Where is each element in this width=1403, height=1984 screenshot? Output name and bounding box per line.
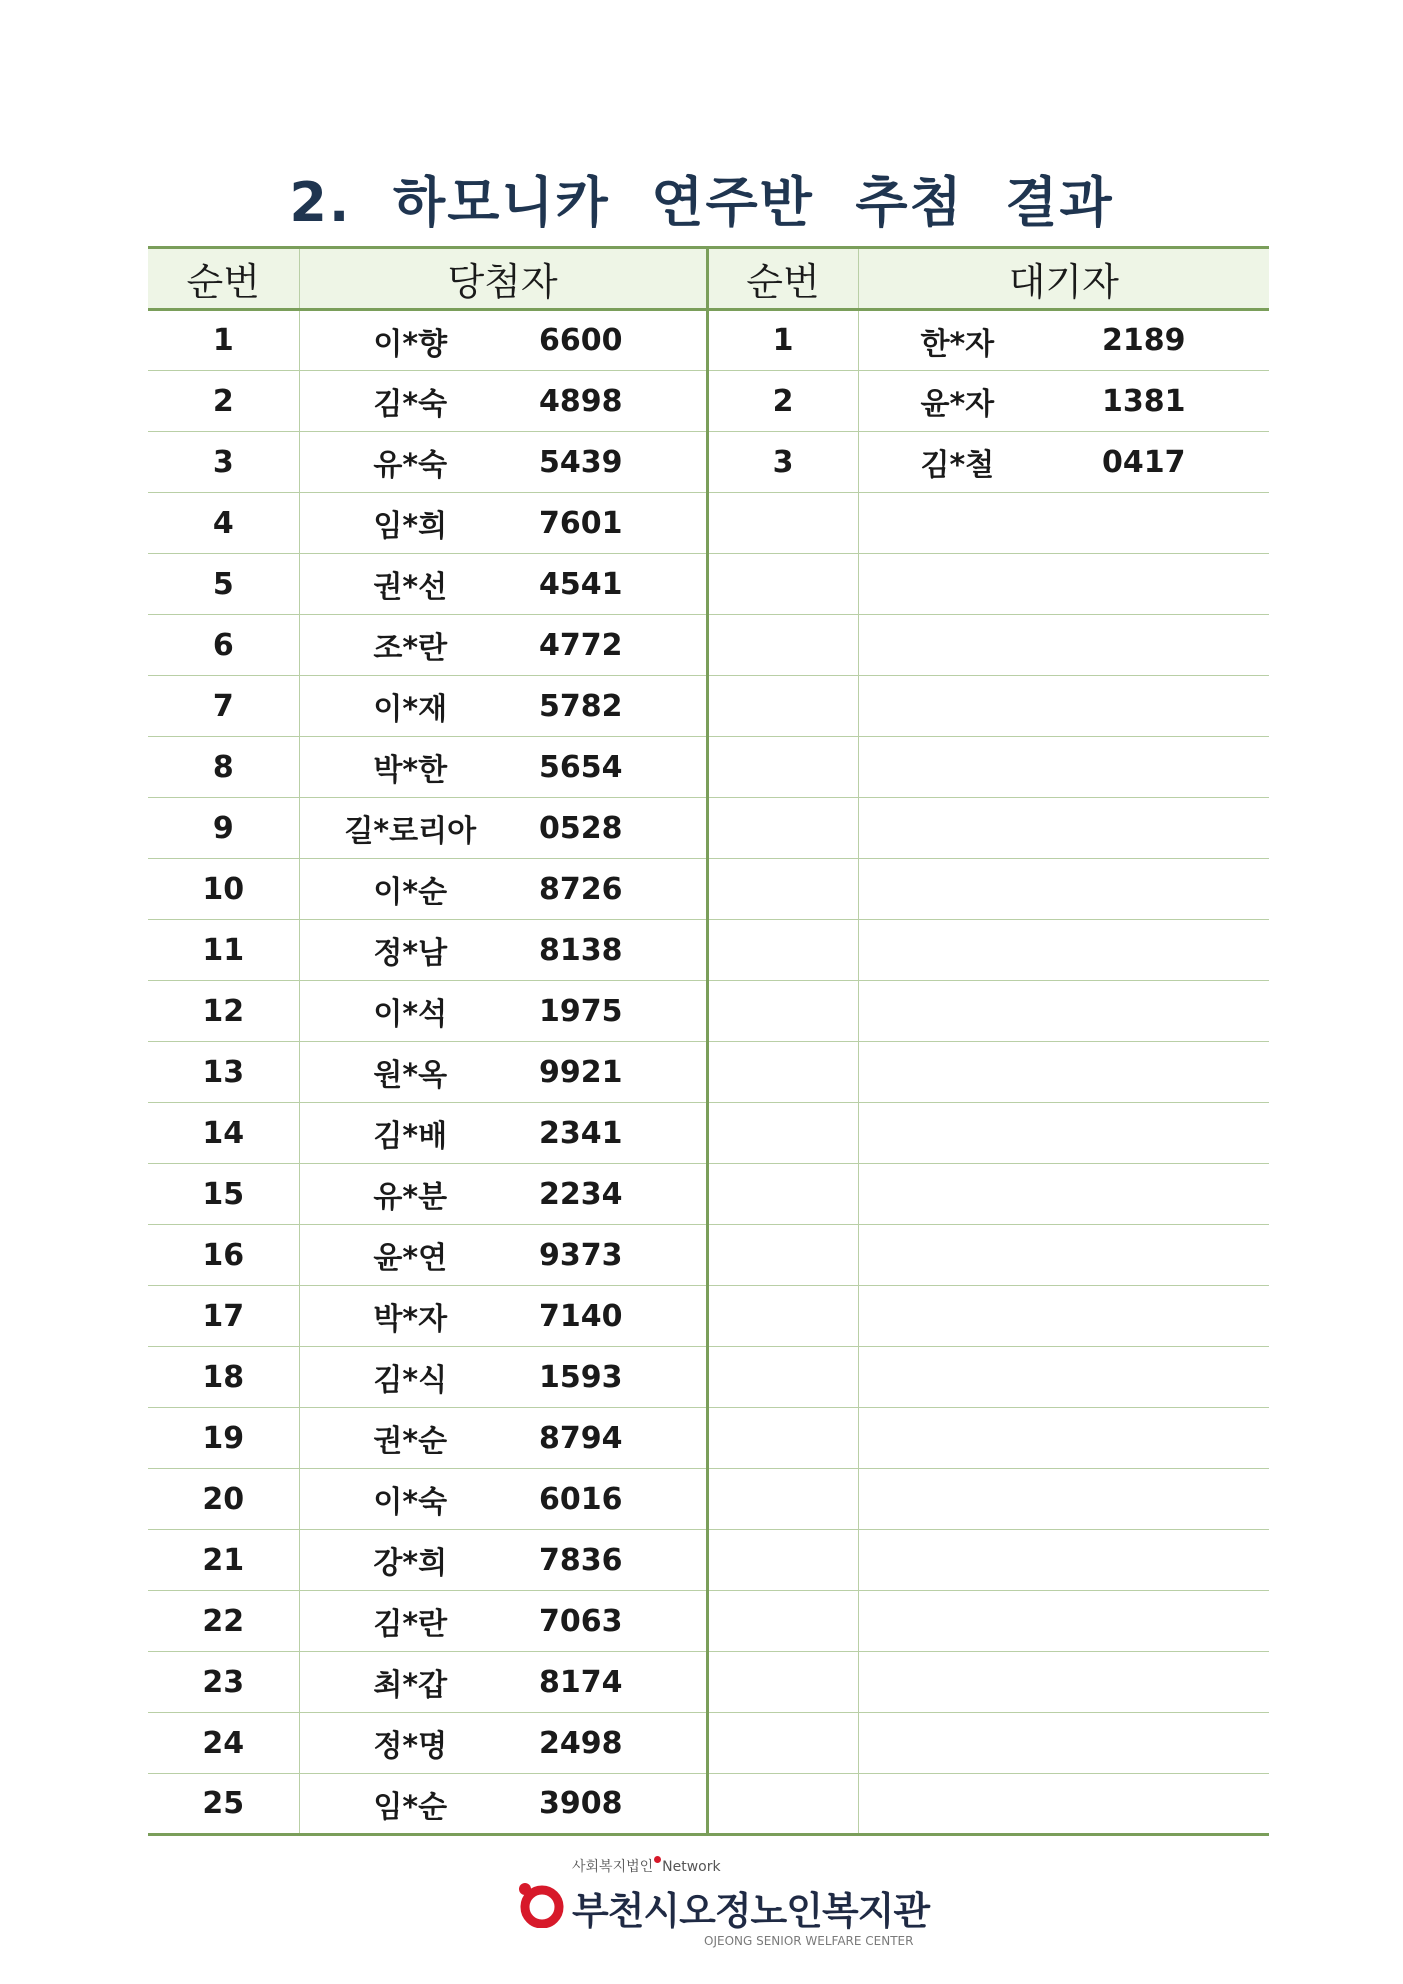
winner-no: 21 xyxy=(148,1530,299,1591)
winner-code: 2341 xyxy=(531,1103,707,1164)
winner-code: 7601 xyxy=(531,493,707,554)
winner-no: 9 xyxy=(148,798,299,859)
winner-code: 5654 xyxy=(531,737,707,798)
waitlist-code xyxy=(1098,1469,1269,1530)
table-row xyxy=(148,554,1269,615)
waitlist-no xyxy=(707,1286,858,1347)
waitlist-code xyxy=(1098,798,1269,859)
waitlist-code xyxy=(1098,1713,1269,1774)
table-row xyxy=(148,859,1269,920)
winner-code: 4541 xyxy=(531,554,707,615)
winner-code: 1593 xyxy=(531,1347,707,1408)
header-waitlist-no: 순번 xyxy=(707,248,858,310)
winner-name: 박*자 xyxy=(299,1286,531,1347)
winner-no: 7 xyxy=(148,676,299,737)
waitlist-code xyxy=(1098,981,1269,1042)
header-winner-no: 순번 xyxy=(148,248,299,310)
waitlist-no xyxy=(707,554,858,615)
waitlist-no xyxy=(707,1591,858,1652)
logo-sub-right: Network xyxy=(662,1859,721,1875)
winner-name: 원*옥 xyxy=(299,1042,531,1103)
winner-code: 8794 xyxy=(531,1408,707,1469)
waitlist-code: 0417 xyxy=(1098,432,1269,493)
winner-no: 10 xyxy=(148,859,299,920)
waitlist-name xyxy=(858,920,1098,981)
waitlist-no xyxy=(707,1408,858,1469)
waitlist-code xyxy=(1098,493,1269,554)
waitlist-no xyxy=(707,676,858,737)
table-body xyxy=(148,310,1269,1835)
winner-no: 8 xyxy=(148,737,299,798)
waitlist-name xyxy=(858,1469,1098,1530)
header-winner: 당첨자 xyxy=(299,248,707,310)
winner-name: 권*순 xyxy=(299,1408,531,1469)
waitlist-name: 김*철 xyxy=(858,432,1098,493)
logo-sub-left: 사회복지법인 xyxy=(572,1859,654,1875)
waitlist-no xyxy=(707,737,858,798)
winner-name: 이*숙 xyxy=(299,1469,531,1530)
winner-code: 7063 xyxy=(531,1591,707,1652)
table-row xyxy=(148,493,1269,554)
winner-no: 13 xyxy=(148,1042,299,1103)
winner-code: 3908 xyxy=(531,1774,707,1835)
waitlist-name xyxy=(858,1408,1098,1469)
winner-no: 25 xyxy=(148,1774,299,1835)
waitlist-code xyxy=(1098,1591,1269,1652)
waitlist-name: 한*자 xyxy=(858,310,1098,371)
table-row xyxy=(148,1652,1269,1713)
winner-name: 김*숙 xyxy=(299,371,531,432)
waitlist-name xyxy=(858,981,1098,1042)
waitlist-code xyxy=(1098,1103,1269,1164)
winner-name: 권*선 xyxy=(299,554,531,615)
winner-no: 6 xyxy=(148,615,299,676)
winner-code: 0528 xyxy=(531,798,707,859)
waitlist-no xyxy=(707,1713,858,1774)
table-row xyxy=(148,1713,1269,1774)
winner-name: 박*한 xyxy=(299,737,531,798)
winner-name: 임*희 xyxy=(299,493,531,554)
waitlist-code xyxy=(1098,1530,1269,1591)
waitlist-no xyxy=(707,981,858,1042)
winner-code: 9373 xyxy=(531,1225,707,1286)
winner-name: 유*숙 xyxy=(299,432,531,493)
table-row xyxy=(148,1042,1269,1103)
table-row xyxy=(148,432,1269,493)
winner-name: 길*로리아 xyxy=(299,798,531,859)
winner-no: 24 xyxy=(148,1713,299,1774)
waitlist-name xyxy=(858,798,1098,859)
table-row xyxy=(148,1286,1269,1347)
waitlist-name xyxy=(858,1591,1098,1652)
waitlist-name: 윤*자 xyxy=(858,371,1098,432)
waitlist-code: 1381 xyxy=(1098,371,1269,432)
table-row xyxy=(148,1530,1269,1591)
table-row xyxy=(148,615,1269,676)
waitlist-name xyxy=(858,1347,1098,1408)
winner-no: 4 xyxy=(148,493,299,554)
page-title: 2. 하모니카 연주반 추첨 결과 xyxy=(289,171,1114,234)
waitlist-name xyxy=(858,1713,1098,1774)
waitlist-name xyxy=(858,859,1098,920)
waitlist-name xyxy=(858,615,1098,676)
waitlist-no: 2 xyxy=(707,371,858,432)
waitlist-name xyxy=(858,737,1098,798)
winner-name: 강*희 xyxy=(299,1530,531,1591)
waitlist-name xyxy=(858,1652,1098,1713)
table-row xyxy=(148,1591,1269,1652)
logo-subtitle xyxy=(572,1856,721,1876)
waitlist-no xyxy=(707,798,858,859)
waitlist-code xyxy=(1098,920,1269,981)
table-row xyxy=(148,798,1269,859)
winner-name: 이*재 xyxy=(299,676,531,737)
table-row xyxy=(148,1347,1269,1408)
table-header-row xyxy=(148,248,1269,310)
table-row xyxy=(148,1774,1269,1835)
waitlist-no xyxy=(707,1530,858,1591)
winner-name: 이*순 xyxy=(299,859,531,920)
lottery-results-table xyxy=(148,246,1269,1836)
waitlist-name xyxy=(858,1530,1098,1591)
waitlist-no xyxy=(707,1225,858,1286)
winner-no: 18 xyxy=(148,1347,299,1408)
waitlist-name xyxy=(858,676,1098,737)
waitlist-no: 3 xyxy=(707,432,858,493)
winner-name: 유*분 xyxy=(299,1164,531,1225)
waitlist-name xyxy=(858,1042,1098,1103)
winner-code: 7836 xyxy=(531,1530,707,1591)
waitlist-no xyxy=(707,1164,858,1225)
winner-name: 최*갑 xyxy=(299,1652,531,1713)
winner-code: 2498 xyxy=(531,1713,707,1774)
waitlist-no xyxy=(707,493,858,554)
winner-no: 2 xyxy=(148,371,299,432)
winner-code: 8726 xyxy=(531,859,707,920)
waitlist-no xyxy=(707,1042,858,1103)
waitlist-code xyxy=(1098,1652,1269,1713)
waitlist-no: 1 xyxy=(707,310,858,371)
winner-no: 20 xyxy=(148,1469,299,1530)
table-row xyxy=(148,310,1269,371)
winner-code: 9921 xyxy=(531,1042,707,1103)
table-row xyxy=(148,1225,1269,1286)
winner-no: 17 xyxy=(148,1286,299,1347)
winner-no: 3 xyxy=(148,432,299,493)
organization-logo xyxy=(512,1850,930,1960)
winner-no: 1 xyxy=(148,310,299,371)
logo-dot-icon xyxy=(654,1856,661,1863)
waitlist-code xyxy=(1098,859,1269,920)
winner-no: 14 xyxy=(148,1103,299,1164)
winner-code: 4898 xyxy=(531,371,707,432)
waitlist-name xyxy=(858,493,1098,554)
waitlist-name xyxy=(858,1286,1098,1347)
waitlist-no xyxy=(707,1347,858,1408)
logo-name: 부천시오정노인복지관 xyxy=(572,1889,930,1933)
winner-no: 15 xyxy=(148,1164,299,1225)
welfare-center-logo-icon xyxy=(516,1880,564,1928)
winner-code: 5439 xyxy=(531,432,707,493)
waitlist-name xyxy=(858,554,1098,615)
waitlist-name xyxy=(858,1103,1098,1164)
winner-no: 11 xyxy=(148,920,299,981)
winner-name: 임*순 xyxy=(299,1774,531,1835)
table-row xyxy=(148,1164,1269,1225)
waitlist-no xyxy=(707,1774,858,1835)
winner-no: 23 xyxy=(148,1652,299,1713)
table-row xyxy=(148,1103,1269,1164)
table-row xyxy=(148,737,1269,798)
waitlist-code xyxy=(1098,676,1269,737)
winner-no: 22 xyxy=(148,1591,299,1652)
winner-code: 5782 xyxy=(531,676,707,737)
header-waitlist: 대기자 xyxy=(858,248,1269,310)
table-row xyxy=(148,371,1269,432)
winner-no: 16 xyxy=(148,1225,299,1286)
waitlist-no xyxy=(707,615,858,676)
winner-no: 12 xyxy=(148,981,299,1042)
winner-code: 6600 xyxy=(531,310,707,371)
winner-name: 김*배 xyxy=(299,1103,531,1164)
winner-name: 조*란 xyxy=(299,615,531,676)
winner-code: 7140 xyxy=(531,1286,707,1347)
waitlist-code xyxy=(1098,1225,1269,1286)
waitlist-no xyxy=(707,1469,858,1530)
winner-no: 5 xyxy=(148,554,299,615)
winner-code: 6016 xyxy=(531,1469,707,1530)
winner-code: 8138 xyxy=(531,920,707,981)
winner-name: 윤*연 xyxy=(299,1225,531,1286)
waitlist-name xyxy=(858,1164,1098,1225)
waitlist-code xyxy=(1098,554,1269,615)
waitlist-no xyxy=(707,1652,858,1713)
winner-name: 김*식 xyxy=(299,1347,531,1408)
waitlist-code xyxy=(1098,615,1269,676)
waitlist-code xyxy=(1098,1347,1269,1408)
winner-name: 정*명 xyxy=(299,1713,531,1774)
winner-no: 19 xyxy=(148,1408,299,1469)
waitlist-no xyxy=(707,920,858,981)
waitlist-code xyxy=(1098,1774,1269,1835)
waitlist-name xyxy=(858,1225,1098,1286)
waitlist-name xyxy=(858,1774,1098,1835)
table-row xyxy=(148,920,1269,981)
waitlist-code xyxy=(1098,1164,1269,1225)
table-row xyxy=(148,1408,1269,1469)
waitlist-code xyxy=(1098,737,1269,798)
table-row xyxy=(148,1469,1269,1530)
winner-name: 이*향 xyxy=(299,310,531,371)
waitlist-no xyxy=(707,859,858,920)
waitlist-code xyxy=(1098,1042,1269,1103)
waitlist-code: 2189 xyxy=(1098,310,1269,371)
table-row xyxy=(148,676,1269,737)
logo-english-name: OJEONG SENIOR WELFARE CENTER xyxy=(704,1934,914,1948)
winner-name: 이*석 xyxy=(299,981,531,1042)
waitlist-code xyxy=(1098,1408,1269,1469)
winner-name: 정*남 xyxy=(299,920,531,981)
winner-code: 1975 xyxy=(531,981,707,1042)
waitlist-code xyxy=(1098,1286,1269,1347)
winner-name: 김*란 xyxy=(299,1591,531,1652)
winner-code: 4772 xyxy=(531,615,707,676)
winner-code: 8174 xyxy=(531,1652,707,1713)
table-row xyxy=(148,981,1269,1042)
waitlist-no xyxy=(707,1103,858,1164)
winner-code: 2234 xyxy=(531,1164,707,1225)
